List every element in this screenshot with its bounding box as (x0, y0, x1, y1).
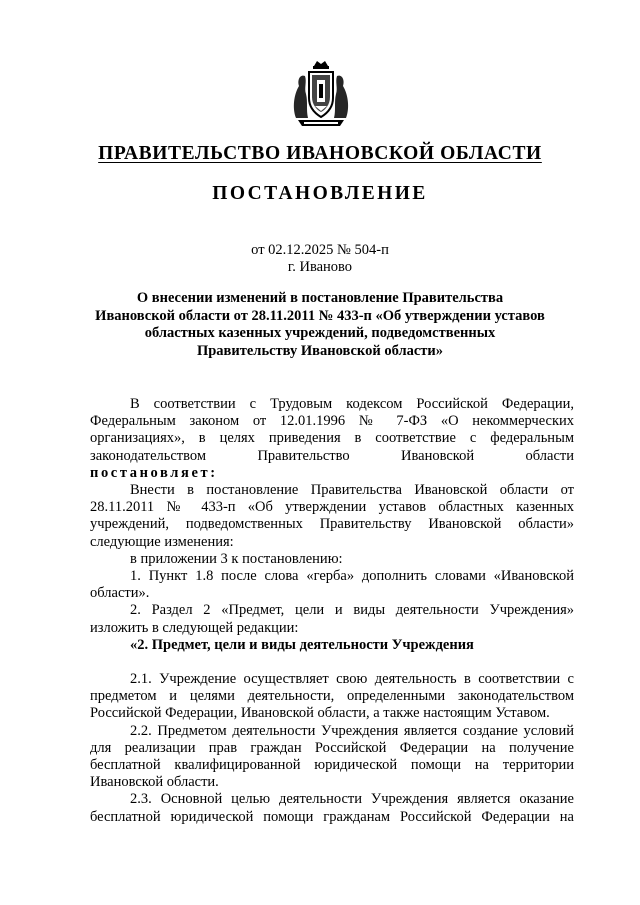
section-title: «2. Предмет, цели и виды деятельности Учреждения (130, 636, 474, 653)
resolves-word: постановляет (90, 464, 211, 481)
decree-body (90, 396, 574, 826)
subject-line: областных казенных учреждений, подведомственных (144, 325, 496, 341)
resolves-line (90, 465, 574, 482)
section-paragraph: 2.3. Основной целью деятельности Учреждения является оказание бесплатной юридической помощи гражданам Российской Федерации на (90, 791, 574, 825)
decree-dateline (0, 242, 640, 276)
body-paragraph: Внести в постановление Правительства Ивановской области от 28.11.2011 № 433-п «Об утверждении уставов областных казенных учреждений, подведомственных Правительству Ивановской области» следующие изменения: (90, 482, 574, 550)
decree-title: ПОСТАНОВЛЕНИЕ (212, 183, 428, 204)
subject-line: Правительству Ивановской области» (196, 342, 444, 359)
body-paragraph: в приложении 3 к постановлению: (130, 550, 343, 567)
coat-of-arms-icon (290, 60, 352, 130)
section-gap (90, 654, 574, 671)
decree-subject (80, 290, 560, 360)
government-title: ПРАВИТЕЛЬСТВО ИВАНОВСКОЙ ОБЛАСТИ (98, 143, 542, 164)
body-paragraph: 1. Пункт 1.8 после слова «герба» дополнить словами «Ивановской области». (90, 568, 574, 602)
decree-city: г. Иваново (287, 259, 353, 275)
subject-line: Ивановской области от 28.11.2011 № 433-п «Об утверждении уставов (95, 307, 545, 324)
body-paragraph: 2. Раздел 2 «Предмет, цели и виды деятельности Учреждения» изложить в следующей редакции: (90, 602, 574, 636)
subject-line: О внесении изменений в постановление Правительства (136, 290, 504, 306)
preamble-paragraph: В соответствии с Трудовым кодексом Российской Федерации, Федеральным законом от 12.01.1996 № 7-ФЗ «О некоммерческих организациях», в целях приведения в соответствие с федеральным законодательством Правительство Ивановской области (90, 396, 574, 464)
decree-date-number: от 02.12.2025 № 504-п (251, 242, 389, 258)
section-paragraph: 2.2. Предметом деятельности Учреждения является создание условий для реализации прав граждан Российской Федерации на получение бесплатной квалифицированной юридической помощи на территории Ивановской области. (90, 722, 574, 791)
resolves-colon: : (210, 464, 218, 481)
section-paragraph: 2.1. Учреждение осуществляет свою деятельность в соответствии с предметом и целями деятельности, определенными законодательством Российской Федерации, Ивановской области, а также настоящим Уставом. (90, 671, 574, 722)
